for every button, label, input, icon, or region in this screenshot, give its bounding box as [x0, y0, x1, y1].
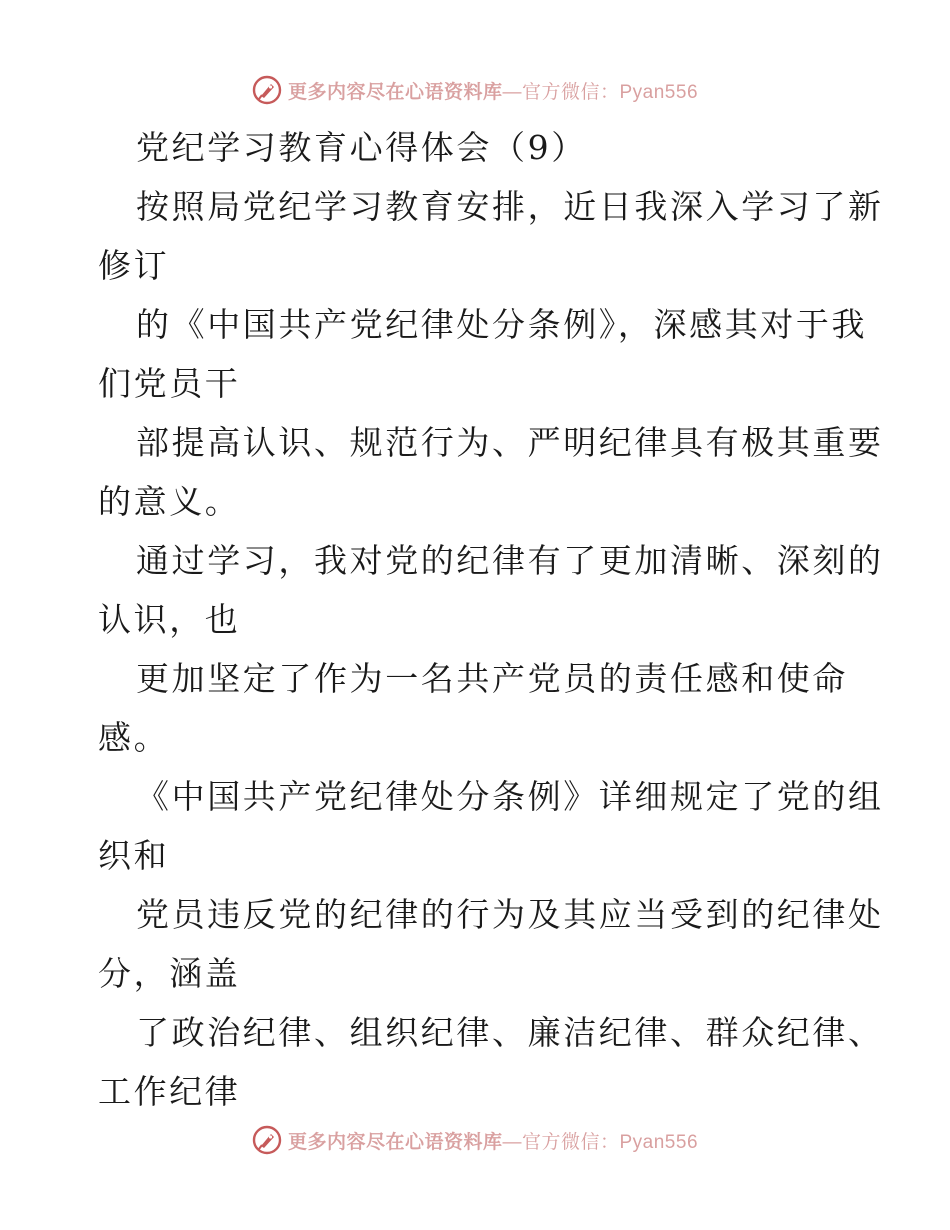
text-line: 更加坚定了作为一名共产党员的责任感和使命	[136, 659, 848, 698]
text-line: 们党员干	[98, 364, 241, 403]
header-watermark	[0, 70, 950, 110]
text-line: 《中国共产党纪律处分条例》详细规定了党的组	[136, 777, 884, 816]
text-line: 分，涵盖	[98, 954, 241, 993]
watermark-text	[288, 77, 698, 104]
text-line: 通过学习，我对党的纪律有了更加清晰、深刻的	[136, 541, 884, 580]
text-line: 认识，也	[98, 600, 241, 639]
pen-nib-logo-icon	[252, 75, 282, 105]
text-line: 感。	[98, 718, 170, 757]
watermark-main-text: 更多内容尽在心语资料库	[287, 80, 503, 103]
footer-watermark	[0, 1120, 950, 1160]
text-line: 按照局党纪学习教育安排，近日我深入学习了新	[136, 187, 884, 226]
document-title: 党纪学习教育心得体会（9）	[136, 128, 587, 167]
text-line: 修订	[98, 246, 170, 285]
pen-nib-logo-icon	[252, 1125, 282, 1155]
text-line: 了政治纪律、组织纪律、廉洁纪律、群众纪律、	[136, 1013, 884, 1052]
text-line: 党员违反党的纪律的行为及其应当受到的纪律处	[136, 895, 884, 934]
text-line: 部提高认识、规范行为、严明纪律具有极其重要	[136, 423, 884, 462]
text-line: 的意义。	[98, 482, 241, 521]
text-line: 的《中国共产党纪律处分条例》，深感其对于我	[136, 305, 868, 344]
watermark-main-text: 更多内容尽在心语资料库	[287, 1130, 503, 1153]
text-line: 织和	[98, 836, 170, 875]
watermark-text	[288, 1127, 698, 1154]
document-body	[98, 118, 884, 1121]
watermark-tail-text: —官方微信：Pyan556	[502, 1131, 699, 1153]
watermark-tail-text: —官方微信：Pyan556	[502, 81, 699, 103]
text-line: 工作纪律	[98, 1072, 241, 1111]
